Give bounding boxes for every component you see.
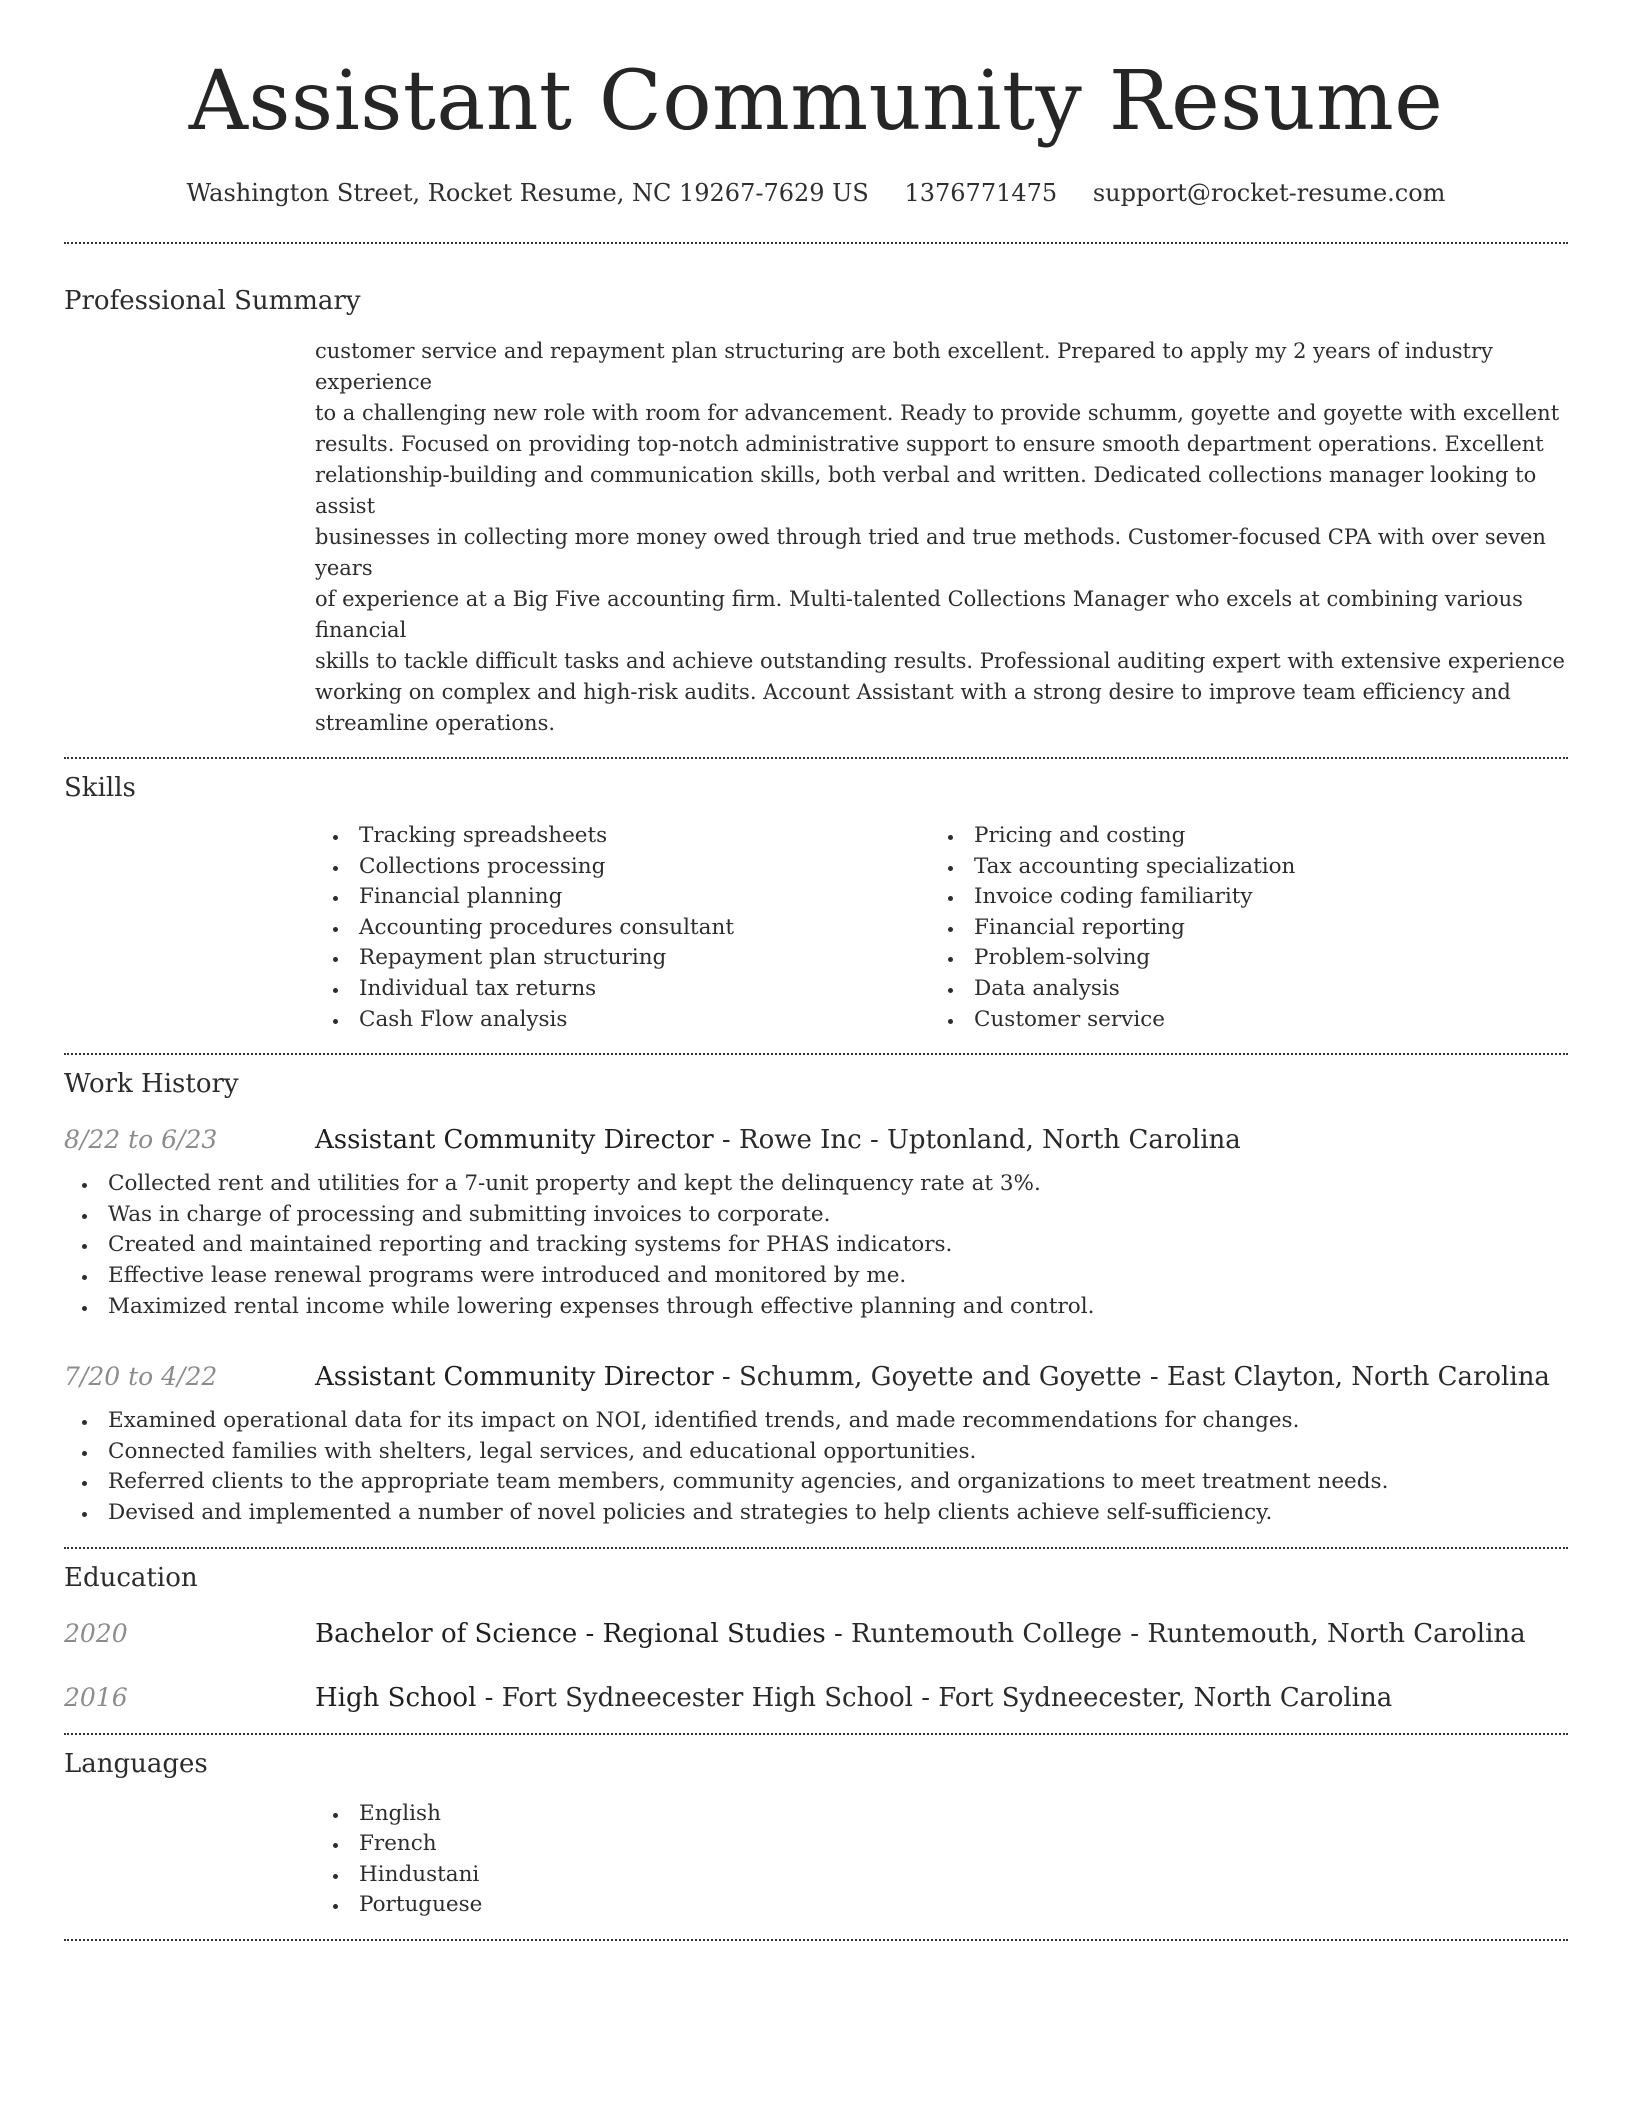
job-bullet: Devised and implemented a number of novel policies and strategies to help clients achieve self-sufficiency. xyxy=(64,1498,1568,1529)
section-title-education: Education xyxy=(64,1562,198,1593)
language-item: French xyxy=(315,1829,1568,1860)
skill-item: Pricing and costing xyxy=(930,821,1545,852)
skill-item: Cash Flow analysis xyxy=(315,1005,930,1036)
language-item: Hindustani xyxy=(315,1860,1568,1891)
skill-item: Financial reporting xyxy=(930,913,1545,944)
job-bullets xyxy=(64,1406,1568,1528)
job-bullet: Effective lease renewal programs were introduced and monitored by me. xyxy=(64,1261,1568,1292)
summary-line: to a challenging new role with room for advancement. Ready to provide schumm, goyette and goyette with excellent xyxy=(315,401,1560,425)
summary-line: relationship-building and communication skills, both verbal and written. Dedicated collections manager looking to assist xyxy=(315,463,1537,518)
job-header xyxy=(315,1125,1241,1155)
section-title-summary: Professional Summary xyxy=(64,286,361,316)
language-item: English xyxy=(315,1799,1568,1830)
skills-column-right xyxy=(930,821,1545,1035)
divider xyxy=(64,1733,1568,1735)
languages-list xyxy=(315,1799,1568,1921)
job-bullet: Referred clients to the appropriate team members, community agencies, and organizations to meet treatment needs. xyxy=(64,1467,1568,1498)
summary-line: of experience at a Big Five accounting firm. Multi-talented Collections Manager who excels at combining various financial xyxy=(315,587,1523,642)
summary-line: working on complex and high-risk audits. Account Assistant with a strong desire to improve team efficiency and xyxy=(315,680,1511,704)
skill-item: Tracking spreadsheets xyxy=(315,821,930,852)
summary-line: results. Focused on providing top-notch administrative support to ensure smooth department operations. Excellent xyxy=(315,432,1544,456)
job-header xyxy=(315,1362,1550,1392)
summary-line: streamline operations. xyxy=(315,711,556,735)
education-entry xyxy=(64,1619,1568,1649)
job-entry xyxy=(64,1362,1568,1392)
job-bullet: Connected families with shelters, legal services, and educational opportunities. xyxy=(64,1437,1568,1468)
education-school: - Fort Sydneecester High School - Fort Sydneecester, North Carolina xyxy=(476,1682,1393,1713)
job-title: Assistant Community Director xyxy=(315,1362,714,1393)
divider xyxy=(64,1939,1568,1941)
skill-item: Problem-solving xyxy=(930,943,1545,974)
education-year: 2016 xyxy=(64,1682,128,1712)
contact-address: Washington Street, Rocket Resume, NC 19267-7629 US xyxy=(186,179,869,207)
skills-list xyxy=(315,821,1568,1035)
skill-item: Customer service xyxy=(930,1005,1545,1036)
job-dates: 8/22 to 6/23 xyxy=(64,1125,218,1155)
resume-title: Assistant Community Resume xyxy=(188,54,1444,149)
job-dates: 7/20 to 4/22 xyxy=(64,1362,218,1392)
education-degree: Bachelor of Science - Regional Studies xyxy=(315,1618,826,1649)
section-title-languages: Languages xyxy=(64,1748,208,1779)
languages-bullets xyxy=(315,1799,1568,1921)
contact-email: support@rocket-resume.com xyxy=(1092,179,1446,207)
education-entry xyxy=(64,1683,1568,1713)
job-employer: - Schumm, Goyette and Goyette - East Clayton, North Carolina xyxy=(713,1362,1550,1393)
job-bullet: Collected rent and utilities for a 7-unit property and kept the delinquency rate at 3%. xyxy=(64,1169,1568,1200)
summary-line: businesses in collecting more money owed through tried and true methods. Customer-focused CPA with over seven years xyxy=(315,525,1546,580)
education-header xyxy=(315,1619,1526,1649)
skill-item: Individual tax returns xyxy=(315,974,930,1005)
divider xyxy=(64,242,1568,244)
section-title-work-history: Work History xyxy=(64,1069,239,1100)
skill-item: Collections processing xyxy=(315,852,930,883)
education-year: 2020 xyxy=(64,1618,128,1648)
job-bullet: Maximized rental income while lowering expenses through effective planning and control. xyxy=(64,1292,1568,1323)
summary-text xyxy=(315,336,1568,739)
divider xyxy=(64,1053,1568,1055)
job-employer: - Rowe Inc - Uptonland, North Carolina xyxy=(713,1125,1241,1156)
divider xyxy=(64,757,1568,759)
job-bullet: Was in charge of processing and submitting invoices to corporate. xyxy=(64,1200,1568,1231)
section-title-skills: Skills xyxy=(64,773,136,803)
job-bullet: Examined operational data for its impact on NOI, identified trends, and made recommendations for changes. xyxy=(64,1406,1568,1437)
skill-item: Accounting procedures consultant xyxy=(315,913,930,944)
divider xyxy=(64,1547,1568,1549)
contact-line xyxy=(64,178,1568,208)
summary-line: customer service and repayment plan structuring are both excellent. Prepared to apply my 2 years of industry experience xyxy=(315,339,1493,394)
skills-column-left xyxy=(315,821,930,1035)
skill-item: Invoice coding familiarity xyxy=(930,882,1545,913)
language-item: Portuguese xyxy=(315,1890,1568,1921)
education-header xyxy=(315,1683,1392,1713)
skill-item: Financial planning xyxy=(315,882,930,913)
skill-item: Data analysis xyxy=(930,974,1545,1005)
summary-line: skills to tackle difficult tasks and achieve outstanding results. Professional auditing expert with extensive experience xyxy=(315,649,1565,673)
skill-item: Tax accounting specialization xyxy=(930,852,1545,883)
education-degree: High School xyxy=(315,1682,477,1713)
skill-item: Repayment plan structuring xyxy=(315,943,930,974)
job-entry xyxy=(64,1125,1568,1155)
job-bullets xyxy=(64,1169,1568,1322)
job-title: Assistant Community Director xyxy=(315,1125,714,1156)
education-school: - Runtemouth College - Runtemouth, North Carolina xyxy=(825,1618,1526,1649)
contact-phone: 1376771475 xyxy=(904,179,1058,207)
job-bullet: Created and maintained reporting and tracking systems for PHAS indicators. xyxy=(64,1230,1568,1261)
